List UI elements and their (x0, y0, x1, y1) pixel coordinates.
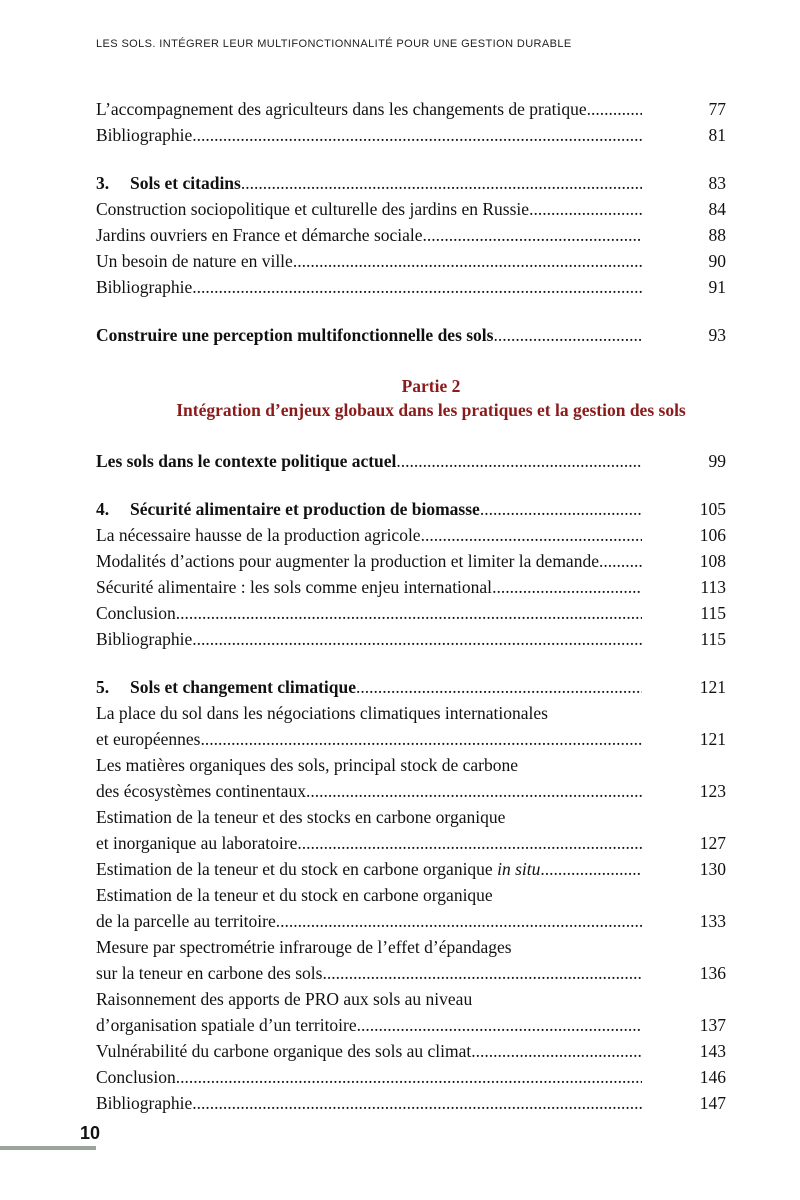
toc-entry-page: 136 (699, 963, 726, 983)
toc-entry-page: 147 (699, 1093, 726, 1113)
toc-entry-page: 77 (708, 99, 726, 119)
dot-leader (192, 626, 642, 652)
toc-entry-line2: d’organisation spatiale d’un territoire (96, 1015, 357, 1035)
toc-entry-label: Bibliographie (96, 277, 193, 297)
toc-entry-page: 106 (699, 525, 726, 545)
dot-leader (357, 1012, 642, 1038)
toc-entry-label: Sécurité alimentaire : les sols comme enjeu international (96, 577, 493, 597)
toc-entry-label: Construction sociopolitique et culturelle des jardins en Russie (96, 199, 530, 219)
dot-leader (529, 196, 642, 222)
toc-entry-line2: et européennes (96, 729, 201, 749)
toc-entry[interactable] (96, 882, 726, 934)
toc-entry[interactable] (96, 700, 726, 752)
toc-entry-page: 127 (699, 833, 726, 853)
dot-leader (587, 96, 642, 122)
toc-entry-page: 108 (699, 551, 726, 571)
toc-entry-label: Vulnérabilité du carbone organique des sols au climat (96, 1041, 472, 1061)
part-title: Partie 2 (401, 376, 461, 396)
toc-entry-label: Bibliographie (96, 125, 193, 145)
chapter-number: 3. (96, 173, 110, 193)
toc-entry-page: 130 (699, 859, 726, 879)
toc-entry-page: 93 (708, 325, 726, 345)
toc-entry[interactable] (96, 574, 726, 600)
toc-chapter-3[interactable] (96, 170, 726, 196)
dot-leader (423, 222, 642, 248)
toc-entry-label: Un besoin de nature en ville (96, 251, 293, 271)
chapter-title: Sols et citadins (130, 173, 241, 193)
toc-entry[interactable] (96, 222, 726, 248)
dot-leader (192, 122, 642, 148)
toc-entry-line1: Mesure par spectrométrie infrarouge de l’effet d’épandages (96, 937, 512, 957)
dot-leader (396, 448, 642, 474)
chapter-title: Sécurité alimentaire et production de biomasse (130, 499, 480, 519)
chapter-page: 105 (699, 499, 726, 519)
toc-entry-page: 90 (708, 251, 726, 271)
toc-entry-line1: Raisonnement des apports de PRO aux sols au niveau (96, 989, 473, 1009)
toc-entry-page: 81 (708, 125, 726, 145)
toc-entry-page: 84 (708, 199, 726, 219)
toc-entry-line1: Estimation de la teneur et du stock en carbone organique (96, 885, 493, 905)
dot-leader (192, 274, 642, 300)
toc-chapter-4[interactable] (96, 496, 726, 522)
dot-leader (176, 600, 642, 626)
toc-entry[interactable] (96, 1090, 726, 1116)
chapter-page: 83 (708, 173, 726, 193)
toc-entry[interactable] (96, 548, 726, 574)
toc-entry-italic: in situ (497, 859, 541, 879)
toc-entry-line2: des écosystèmes continentaux (96, 781, 306, 801)
running-head: LES SOLS. INTÉGRER LEUR MULTIFONCTIONNALITÉ POUR UNE GESTION DURABLE (96, 38, 572, 50)
toc-entry-label: Conclusion (96, 1067, 176, 1087)
dot-leader (599, 548, 642, 574)
dot-leader (276, 908, 642, 934)
dot-leader (356, 674, 642, 700)
dot-leader (297, 830, 642, 856)
toc-entry-label: Estimation de la teneur et du stock en carbone organique (96, 859, 493, 879)
toc-entry[interactable] (96, 122, 726, 148)
toc-entry-page: 91 (708, 277, 726, 297)
toc-entry[interactable] (96, 752, 726, 804)
toc-entry-label: Modalités d’actions pour augmenter la production et limiter la demande (96, 551, 599, 571)
toc-entry[interactable] (96, 600, 726, 626)
toc-entry[interactable] (96, 196, 726, 222)
dot-leader (421, 522, 642, 548)
toc-entry-line2: de la parcelle au territoire (96, 911, 276, 931)
toc-entry-line1: Estimation de la teneur et des stocks en carbone organique (96, 807, 506, 827)
toc-entry-line2: sur la teneur en carbone des sols (96, 963, 323, 983)
dot-leader (493, 322, 642, 348)
page-number: 10 (80, 1123, 101, 1143)
toc-entry-line1: La place du sol dans les négociations climatiques internationales (96, 703, 548, 723)
toc-entry-label: Conclusion (96, 603, 176, 623)
toc-entry[interactable] (96, 626, 726, 652)
toc-entry-page: 146 (699, 1067, 726, 1087)
dot-leader (200, 726, 642, 752)
toc-entry[interactable] (96, 274, 726, 300)
toc-entry-page: 133 (699, 911, 726, 931)
dot-leader (540, 856, 642, 882)
dot-leader (192, 1090, 642, 1116)
toc-entry[interactable] (96, 986, 726, 1038)
toc-entry-page: 115 (700, 629, 726, 649)
toc-entry-page: 143 (699, 1041, 726, 1061)
toc-entry-label: Jardins ouvriers en France et démarche sociale (96, 225, 423, 245)
toc-entry-page: 113 (700, 577, 726, 597)
toc-entry-page: 123 (699, 781, 726, 801)
toc-entry-label: Les sols dans le contexte politique actuel (96, 451, 397, 471)
toc-entry-page: 88 (708, 225, 726, 245)
footer-bar (0, 1146, 96, 1150)
part-subtitle: Intégration d’enjeux globaux dans les pratiques et la gestion des sols (176, 400, 686, 420)
dot-leader (293, 248, 642, 274)
dot-leader (471, 1038, 642, 1064)
toc-entry[interactable] (96, 1038, 726, 1064)
chapter-title: Sols et changement climatique (130, 677, 357, 697)
toc-entry[interactable] (96, 522, 726, 548)
toc-chapter-5[interactable] (96, 674, 726, 700)
dot-leader (322, 960, 642, 986)
chapter-number: 4. (96, 499, 110, 519)
toc-entry-line1: Les matières organiques des sols, principal stock de carbone (96, 755, 518, 775)
dot-leader (176, 1064, 642, 1090)
toc-entry[interactable] (96, 804, 726, 856)
toc-entry-page: 99 (708, 451, 726, 471)
toc-entry-page: 121 (699, 729, 726, 749)
toc-entry-line2: et inorganique au laboratoire (96, 833, 298, 853)
dot-leader (241, 170, 642, 196)
toc-entry[interactable] (96, 1064, 726, 1090)
dot-leader (492, 574, 642, 600)
toc-entry[interactable] (96, 856, 726, 882)
toc-entry[interactable] (96, 934, 726, 986)
chapter-page: 121 (699, 677, 726, 697)
dot-leader (480, 496, 642, 522)
toc-entry[interactable] (96, 96, 726, 122)
dot-leader (306, 778, 642, 804)
toc-contexte[interactable] (96, 448, 726, 474)
toc-entry[interactable] (96, 248, 726, 274)
toc-entry-page: 115 (700, 603, 726, 623)
toc-entry-page: 137 (699, 1015, 726, 1035)
table-of-contents (96, 96, 726, 1116)
toc-entry-label: L’accompagnement des agriculteurs dans les changements de pratique (96, 99, 587, 119)
toc-construire[interactable] (96, 322, 726, 348)
chapter-number: 5. (96, 677, 110, 697)
toc-entry-label: La nécessaire hausse de la production agricole (96, 525, 421, 545)
toc-entry-label: Bibliographie (96, 629, 193, 649)
toc-entry-label: Construire une perception multifonctionnelle des sols (96, 325, 494, 345)
toc-entry-label: Bibliographie (96, 1093, 193, 1113)
